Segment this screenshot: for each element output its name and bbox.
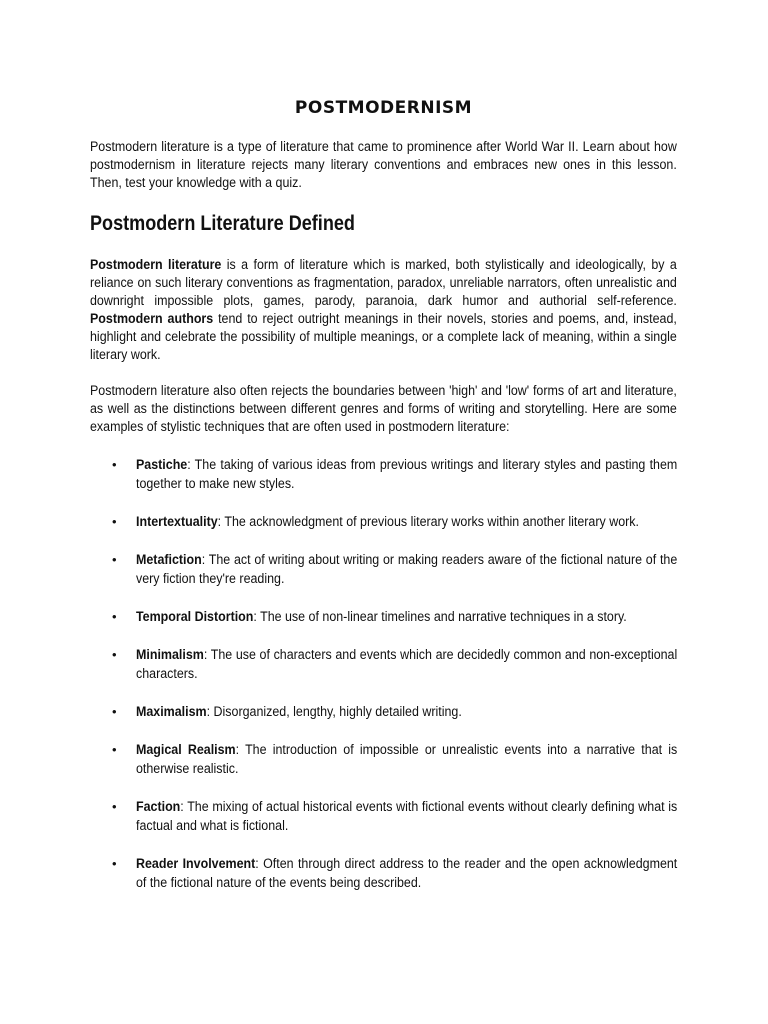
technique-text: [136, 455, 677, 493]
definition-text-1: is a form of literature which is marked, both stylistically and ideologically, by a reliance on such literary conventions as fragmentation, paradox, unreliable narrators, often unrealistic and downright impossible plots, games, parody, paranoia, dark humor and authorial self-reference.: [90, 257, 677, 308]
technique-term: Intertextuality: [136, 514, 218, 529]
list-item: [90, 512, 677, 531]
list-item: [90, 455, 677, 493]
bullet-icon: •: [112, 514, 117, 529]
list-item: [90, 550, 677, 588]
technique-text: [136, 854, 677, 892]
technique-term: Pastiche: [136, 457, 188, 472]
technique-term: Maximalism: [136, 704, 207, 719]
bullet-icon: •: [112, 609, 117, 624]
technique-definition: : The introduction of impossible or unrealistic events into a narrative that is otherwise realistic.: [136, 742, 678, 776]
list-item: [90, 797, 677, 835]
technique-term: Faction: [136, 799, 181, 814]
technique-text: [136, 645, 677, 683]
list-item: [90, 740, 677, 778]
technique-text: [136, 740, 677, 778]
technique-term: Minimalism: [136, 647, 204, 662]
list-item: [90, 702, 677, 721]
boundaries-paragraph: Postmodern literature also often rejects the boundaries between 'high' and 'low' forms of art and literature, as well as the distinctions between different genres and forms of writing and storytelling. Here are some examples of stylistic techniques that are often used in postmodern literature:: [90, 383, 677, 434]
definition-text-2: tend to reject outright meanings in their novels, stories and poems, and, instead, highlight and celebrate the possibility of multiple meanings, or a complete lack of meaning, within a single literary work.: [90, 311, 677, 362]
bullet-icon: •: [112, 457, 117, 472]
technique-definition: : Disorganized, lengthy, highly detailed writing.: [206, 704, 462, 719]
technique-term: Reader Involvement: [136, 856, 256, 871]
technique-term: Magical Realism: [136, 742, 236, 757]
bullet-icon: •: [112, 647, 117, 662]
section-heading: Postmodern Literature Defined: [90, 212, 355, 235]
technique-text: [136, 702, 677, 721]
technique-definition: : The mixing of actual historical events with fictional events without clearly defining what is factual and what is fictional.: [136, 799, 678, 833]
bullet-icon: •: [112, 704, 117, 719]
technique-definition: : The acknowledgment of previous literary works within another literary work.: [217, 514, 639, 529]
term-postmodern-literature: Postmodern literature: [90, 257, 222, 272]
bullet-icon: •: [112, 552, 117, 567]
definition-paragraph: [90, 256, 677, 364]
technique-text: [136, 607, 677, 626]
technique-definition: : The act of writing about writing or making readers aware of the fictional nature of the very fiction they're reading.: [136, 552, 678, 586]
technique-term: Temporal Distortion: [136, 609, 254, 624]
technique-definition: : The taking of various ideas from previous writings and literary styles and pasting them together to make new styles.: [136, 457, 678, 491]
technique-term: Metafiction: [136, 552, 202, 567]
bullet-icon: •: [112, 742, 117, 757]
intro-paragraph: Postmodern literature is a type of literature that came to prominence after World War II. Learn about how postmodernism in literature rejects many literary conventions and embraces new ones in this lesson. Then, test your knowledge with a quiz.: [90, 139, 677, 190]
document-title: POSTMODERNISM: [294, 98, 473, 118]
technique-definition: : The use of non-linear timelines and narrative techniques in a story.: [253, 609, 627, 624]
bullet-icon: •: [112, 856, 117, 871]
document-page: [90, 0, 677, 911]
technique-text: [136, 797, 677, 835]
list-item: [90, 645, 677, 683]
technique-text: [136, 512, 677, 531]
technique-definition: : The use of characters and events which are decidedly common and non-exceptional characters.: [136, 647, 678, 681]
list-item: [90, 854, 677, 892]
technique-definition: : Often through direct address to the reader and the open acknowledgment of the fictional nature of the events being described.: [136, 856, 678, 890]
term-postmodern-authors: Postmodern authors: [90, 311, 214, 326]
bullet-icon: •: [112, 799, 117, 814]
techniques-list: [90, 455, 677, 892]
list-item: [90, 607, 677, 626]
technique-text: [136, 550, 677, 588]
